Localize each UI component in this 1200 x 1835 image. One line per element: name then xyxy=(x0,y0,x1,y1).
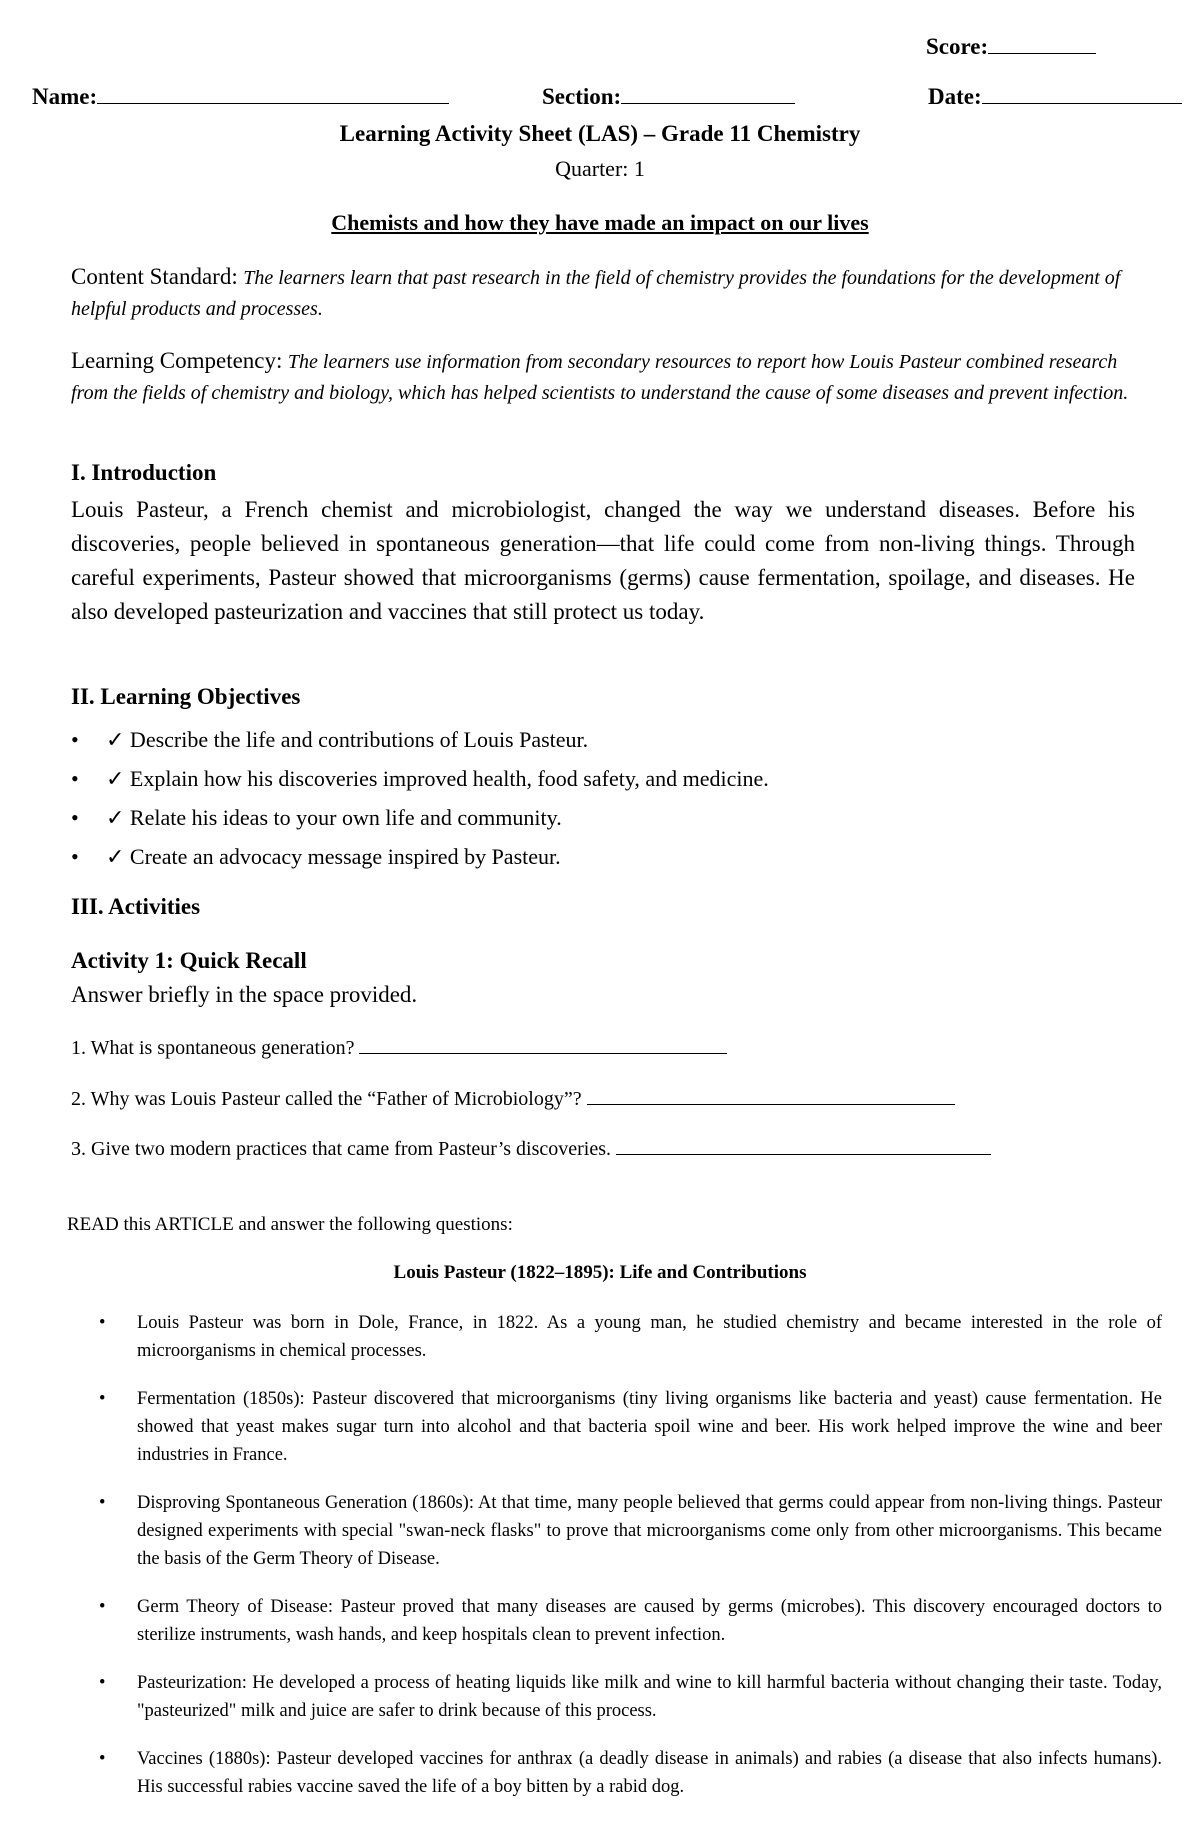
date-field xyxy=(928,84,1182,110)
content-standard xyxy=(71,262,1135,324)
answer-3-blank[interactable] xyxy=(616,1136,991,1155)
topic-title: Chemists and how they have made an impact on our lives xyxy=(331,210,869,235)
question-1-text: 1. What is spontaneous generation? xyxy=(71,1037,355,1059)
article-item: • Vaccines (1880s): Pasteur developed vaccines for anthrax (a deadly disease in animals) and rabies (a disease that also infects humans). His successful rabies vaccine saved the life of a boy bitten by a rabid dog. xyxy=(99,1745,1162,1801)
article-item: • Disproving Spontaneous Generation (1860s): At that time, many people believed that germs could appear from non-living things. Pasteur designed experiments with special "swan-neck flasks" to prove that microorganisms come only from other microorganisms. This became the basis of the Germ Theory of Disease. xyxy=(99,1489,1162,1573)
introduction-text: Louis Pasteur, a French chemist and microbiologist, changed the way we understand diseases. Before his discoveries, people believed in spontaneous generation—that life could come from non-living things. Through careful experiments, Pasteur showed that microorganisms (germs) cause fermentation, spoilage, and diseases. He also developed pasteurization and vaccines that still protect us today. xyxy=(71,497,1135,624)
score-label: Score: xyxy=(926,34,989,59)
article-item: • Fermentation (1850s): Pasteur discovered that microorganisms (tiny living organisms like bacteria and yeast) cause fermentation. He showed that yeast makes sugar turn into alcohol and that bacteria spoil wine and beer. His work helped improve the wine and beer industries in France. xyxy=(99,1385,1162,1469)
name-label: Name: xyxy=(32,84,98,109)
learning-competency-label: Learning Competency: xyxy=(71,348,283,373)
activities-heading: III. Activities xyxy=(71,894,201,919)
article-item: • Pasteurization: He developed a process of heating liquids like milk and wine to kill harmful bacteria without changing their taste. Today, "pasteurized" milk and juice are safer to drink because of this process. xyxy=(99,1669,1162,1725)
content-standard-text: The learners learn that past research in the field of chemistry provides the foundations for the development of helpful products and processes. xyxy=(71,267,1121,320)
section-label: Section: xyxy=(542,84,622,109)
date-label: Date: xyxy=(928,84,982,109)
learning-competency xyxy=(71,346,1135,408)
learning-competency-text: The learners use information from secondary resources to report how Louis Pasteur combined research from the fields of chemistry and biology, which has helped scientists to understand the cause of some diseases and prevent infection. xyxy=(71,351,1129,404)
content-standard-label: Content Standard: xyxy=(71,264,238,289)
date-blank[interactable] xyxy=(982,85,1182,104)
quarter-label: Quarter: 1 xyxy=(555,156,645,181)
question-3-text: 3. Give two modern practices that came from Pasteur’s discoveries. xyxy=(71,1138,612,1160)
article-instruction: READ this ARTICLE and answer the following questions: xyxy=(67,1214,513,1235)
section-field xyxy=(542,84,795,110)
activity1-heading: Activity 1: Quick Recall xyxy=(71,948,307,973)
answer-2-blank[interactable] xyxy=(587,1086,955,1105)
objective-item: • ✓ Relate his ideas to your own life and community. xyxy=(71,798,769,837)
objectives-list xyxy=(71,720,769,876)
section-blank[interactable] xyxy=(621,85,795,104)
answer-1-blank[interactable] xyxy=(359,1035,727,1054)
article-list xyxy=(99,1309,1162,1801)
objective-item: • ✓ Explain how his discoveries improved health, food safety, and medicine. xyxy=(71,759,769,798)
score-field xyxy=(926,34,1096,60)
question-1 xyxy=(71,1035,727,1060)
objectives-heading: II. Learning Objectives xyxy=(71,684,301,709)
article-title: Louis Pasteur (1822–1895): Life and Contributions xyxy=(393,1262,807,1283)
activity1-instruction: Answer briefly in the space provided. xyxy=(71,982,418,1007)
introduction-heading: I. Introduction xyxy=(71,460,217,485)
objective-item: • ✓ Create an advocacy message inspired by Pasteur. xyxy=(71,837,769,876)
question-2 xyxy=(71,1086,955,1111)
question-2-text: 2. Why was Louis Pasteur called the “Father of Microbiology”? xyxy=(71,1088,582,1110)
sheet-title: Learning Activity Sheet (LAS) – Grade 11 Chemistry xyxy=(339,121,861,146)
article-item: • Louis Pasteur was born in Dole, France, in 1822. As a young man, he studied chemistry and became interested in the role of microorganisms in chemical processes. xyxy=(99,1309,1162,1365)
score-blank[interactable] xyxy=(988,35,1096,54)
name-blank[interactable] xyxy=(97,85,449,104)
name-field xyxy=(32,84,449,110)
article-item: • Germ Theory of Disease: Pasteur proved that many diseases are caused by germs (microbes). This discovery encouraged doctors to sterilize instruments, wash hands, and keep hospitals clean to prevent infection. xyxy=(99,1593,1162,1649)
question-3 xyxy=(71,1136,991,1161)
objective-item: • ✓ Describe the life and contributions of Louis Pasteur. xyxy=(71,720,769,759)
